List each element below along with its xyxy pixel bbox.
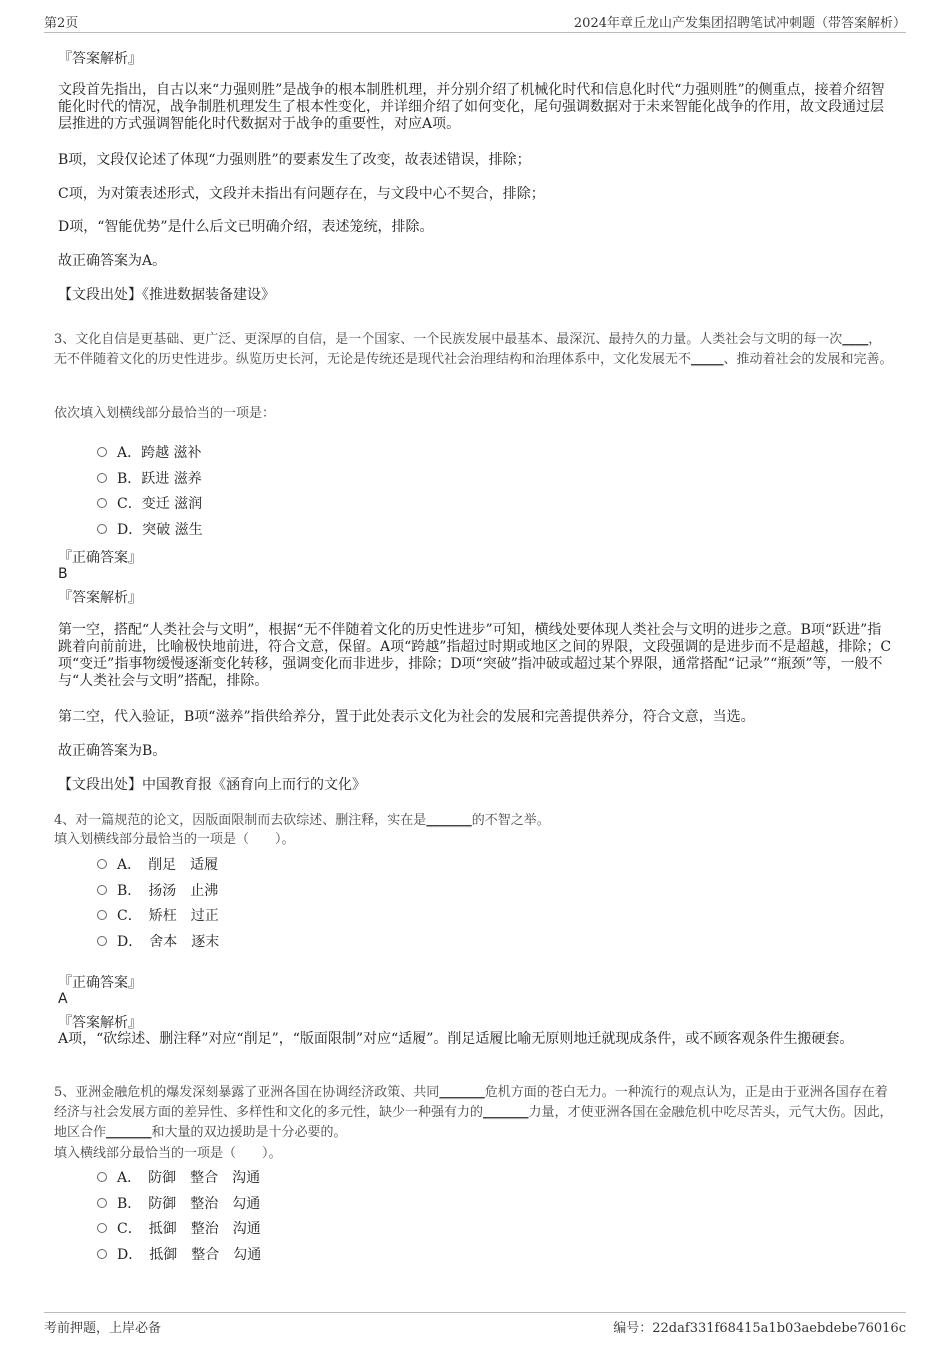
q4-analysis-label: 『答案解析』 <box>58 1015 142 1031</box>
radio-icon[interactable] <box>97 859 107 869</box>
radio-icon[interactable] <box>97 498 107 508</box>
radio-icon[interactable] <box>97 1223 107 1233</box>
q2-analysis-para1: 文段首先指出，自古以来“力强则胜”是战争的根本制胜机理，并分别介绍了机械化时代和信息化时代“力强则胜”的侧重点，接着介绍智能化时代的情况，战争制胜机理发生了根本性变化，并详细介绍了如何变化，尾句强调数据对于未来智能化战争的作用，故文段通过层层推进的方式强调智能化时代数据对于战争的重要性，对应A项。 <box>58 82 885 132</box>
q3-option-c[interactable]: C．变迁 滋润 <box>97 493 202 513</box>
q4-stem: 4、对一篇规范的论文，因版面限制而去砍综述、删注释，实在是_______的不智之举。 <box>54 813 550 828</box>
q5-option-b[interactable]: B． 防御 整治 勾通 <box>97 1193 260 1213</box>
q5-stem: 5、亚洲金融危机的爆发深刻暴露了亚洲各国在协调经济政策、共同_______危机方面的苍白无力。一种流行的观点认为，正是由于亚洲各国存在着经济与社会发展方面的差异性、多样性和文化的多元性，缺少一种强有力的_______力量，才使亚洲各国在金融危机中吃尽苦头，元气大伤。因此，地区合作_______和大量的双边援助是十分必要的。 <box>54 1085 893 1140</box>
q4-answer-label: 『正确答案』 <box>58 975 142 991</box>
q3-answer: B <box>58 566 68 582</box>
q3-option-a[interactable]: A．跨越 滋补 <box>97 442 202 462</box>
q3-analysis-para1: 第一空，搭配“人类社会与文明”，根据“无不伴随着文化的历史性进步”可知，横线处要体现人类社会与文明的进步之意。B项“跃进”指跳着向前前进，比喻极快地前进，符合文意，保留。A项“跨越”指超过时期或地区之间的界限，文段强调的是进步而不是超越，排除；C项“变迁”指事物缓慢逐渐变化转移，强调变化而非进步，排除；D项“突破”指冲破或超过某个界限，通常搭配“记录”“瓶颈”等，一般不与“人类社会与文明”搭配，排除。 <box>58 622 892 689</box>
q2-analysis-para2: B项，文段仅论述了体现“力强则胜”的要素发生了改变，故表述错误，排除； <box>58 152 531 168</box>
q5-blank-3: _______ <box>106 1125 152 1140</box>
q5-option-c[interactable]: C． 抵御 整治 沟通 <box>97 1218 261 1238</box>
radio-icon[interactable] <box>97 1198 107 1208</box>
radio-icon[interactable] <box>97 473 107 483</box>
q4-answer: A <box>58 991 68 1007</box>
q3-blank-1: ____ <box>842 332 869 347</box>
q3-source: 【文段出处】中国教育报《涵育向上而行的文化》 <box>58 777 366 793</box>
q3-analysis-label: 『答案解析』 <box>58 590 142 606</box>
page-number: 第2页 <box>44 16 79 31</box>
q3-prompt: 依次填入划横线部分最恰当的一项是： <box>54 406 276 421</box>
q2-analysis-para3: C项，为对策表述形式，文段并未指出有问题存在，与文段中心不契合，排除； <box>58 186 545 202</box>
q5-option-d[interactable]: D． 抵御 整合 勾通 <box>97 1244 261 1264</box>
q3-analysis-para2: 第二空，代入验证，B项“滋养”指供给养分，置于此处表示文化为社会的发展和完善提供养分，符合文意，当选。 <box>58 709 755 725</box>
radio-icon[interactable] <box>97 524 107 534</box>
q3-stem: 3、文化自信是更基础、更广泛、更深厚的自信，是一个国家、一个民族发展中最基本、最深沉、最持久的力量。人类社会与文明的每一次____，无不伴随着文化的历史性进步。纵览历史长河，无论是传统还是现代社会治理结构和治理体系中，文化发展无不_____、推动着社会的发展和完善。 <box>54 332 893 367</box>
q5-prompt: 填入横线部分最恰当的一项是（ ）。 <box>54 1146 282 1161</box>
q2-source: 【文段出处】《推进数据装备建设》 <box>58 287 275 303</box>
q5-blank-1: _______ <box>439 1085 485 1100</box>
document-title: 2024年章丘龙山产发集团招聘笔试冲刺题（带答案解析） <box>573 16 906 31</box>
q5-option-a[interactable]: A． 防御 整合 沟通 <box>97 1167 260 1187</box>
q2-analysis-label: 『答案解析』 <box>58 51 142 67</box>
page-footer <box>44 1312 906 1335</box>
radio-icon[interactable] <box>97 1249 107 1259</box>
q4-option-a[interactable]: A． 削足 适履 <box>97 854 218 874</box>
footer-slogan: 考前押题，上岸必备 <box>44 1321 162 1336</box>
q2-conclusion: 故正确答案为A。 <box>58 253 167 269</box>
document-id: 编号：22daf331f68415a1b03aebdebe76016c <box>613 1321 906 1336</box>
radio-icon[interactable] <box>97 1172 107 1182</box>
q4-blank: _______ <box>426 813 472 828</box>
q3-option-d[interactable]: D．突破 滋生 <box>97 519 203 539</box>
radio-icon[interactable] <box>97 910 107 920</box>
q4-option-c[interactable]: C． 矫枉 过正 <box>97 905 219 925</box>
radio-icon[interactable] <box>97 447 107 457</box>
q3-option-b[interactable]: B．跃进 滋养 <box>97 468 202 488</box>
q4-analysis: A项，“砍综述、删注释”对应“削足”，“版面限制”对应“适履”。削足适履比喻无原则地迁就现成条件，或不顾客观条件生搬硬套。 <box>58 1031 854 1047</box>
q3-answer-label: 『正确答案』 <box>58 550 142 566</box>
q2-analysis-para4: D项，“智能优势”是什么后文已明确介绍，表述笼统，排除。 <box>58 219 434 235</box>
radio-icon[interactable] <box>97 885 107 895</box>
page-header <box>44 12 906 33</box>
q4-prompt: 填入划横线部分最恰当的一项是（ ）。 <box>54 832 295 847</box>
q3-conclusion: 故正确答案为B。 <box>58 743 167 759</box>
q3-blank-2: _____ <box>691 352 724 367</box>
q5-blank-2: _______ <box>483 1105 529 1120</box>
q4-option-d[interactable]: D． 舍本 逐末 <box>97 931 219 951</box>
q4-option-b[interactable]: B． 扬汤 止沸 <box>97 880 218 900</box>
radio-icon[interactable] <box>97 936 107 946</box>
